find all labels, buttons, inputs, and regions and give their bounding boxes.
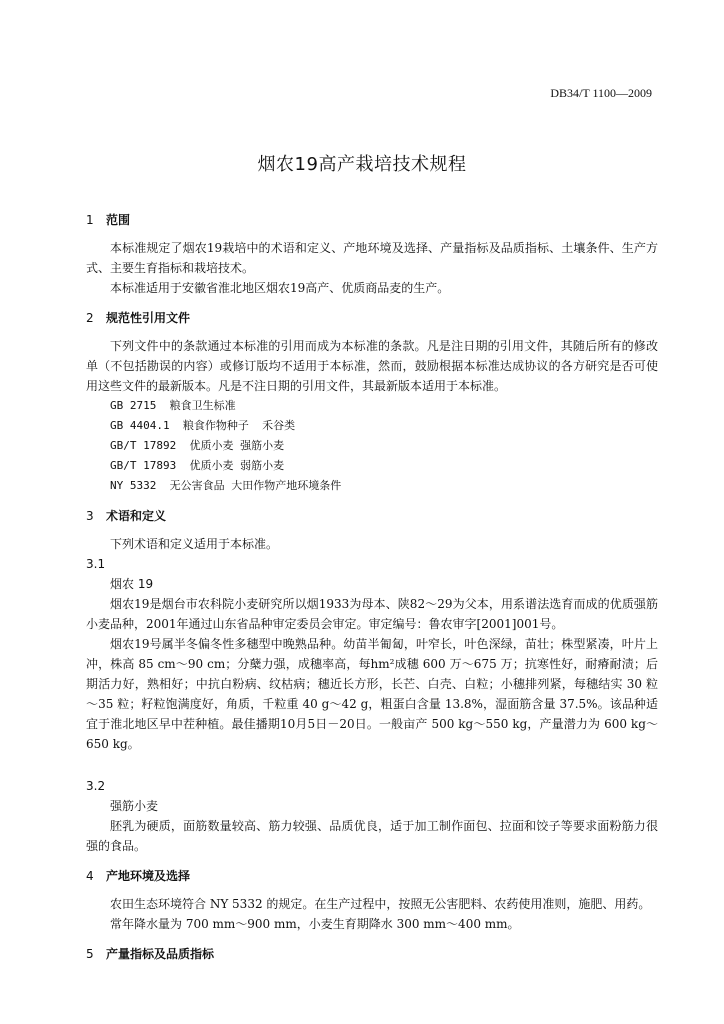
section-number: 1 xyxy=(86,213,94,227)
paragraph: 烟农19是烟台市农科院小麦研究所以烟1933为母本、陕82～29为父本，用系谱法选育而成的优质强筋小麦品种，2001年通过山东省品种审定委员会审定。审定编号：鲁农审字[2001]001号。 xyxy=(86,597,658,631)
section-title: 范围 xyxy=(106,213,131,227)
reference-item: GB 2715 粮食卫生标准 xyxy=(110,399,236,412)
section-number: 5 xyxy=(86,947,94,961)
section-heading-2 xyxy=(86,308,658,328)
reference-item: GB 4404.1 粮食作物种子 禾谷类 xyxy=(110,419,296,432)
section-number: 3 xyxy=(86,509,94,523)
term-name: 强筋小麦 xyxy=(110,799,159,813)
section-number: 2 xyxy=(86,311,94,325)
reference-item: GB/T 17893 优质小麦 弱筋小麦 xyxy=(110,459,285,472)
paragraph: 烟农19号属半冬偏冬性多穗型中晚熟品种。幼苗半匍匐，叶窄长，叶色深绿，苗壮；株型紧凑，叶片上冲，株高 85 cm～90 cm；分蘖力强，成穗率高，每hm²成穗 600 万～675 万；抗寒性好，耐瘠耐渍；后期活力好，熟相好；中抗白粉病、纹枯病；穗近长方形，长芒、白壳、白粒；小穗排列紧，每穗结实 30 粒～35 粒；籽粒饱满度好，角质，千粒重 40 g～42 g，粗蛋白含量 13.8%，湿面筋含量 37.5%。该品种适宜于淮北地区早中茬种植。最佳播期10月5日－20日。一般亩产 500 kg～550 kg，产量潜力为 600 kg～650 kg。 xyxy=(86,637,658,751)
section-title: 产量指标及品质指标 xyxy=(106,947,215,961)
section-heading-1 xyxy=(86,210,658,230)
section-heading-4 xyxy=(86,866,658,886)
section-heading-5 xyxy=(86,944,658,964)
section-title: 术语和定义 xyxy=(106,509,167,523)
paragraph: 常年降水量为 700 mm～900 mm，小麦生育期降水 300 mm～400 mm。 xyxy=(110,917,520,931)
section-title: 规范性引用文件 xyxy=(106,311,191,325)
document-body xyxy=(86,210,658,964)
paragraph: 下列文件中的条款通过本标准的引用而成为本标准的条款。凡是注日期的引用文件，其随后所有的修改单（不包括勘误的内容）或修订版均不适用于本标准，然而，鼓励根据本标准达成协议的各方研究是否可使用这些文件的最新版本。凡是不注日期的引用文件，其最新版本适用于本标准。 xyxy=(86,339,658,393)
reference-item: GB/T 17892 优质小麦 强筋小麦 xyxy=(110,439,285,452)
reference-item: NY 5332 无公害食品 大田作物产地环境条件 xyxy=(110,479,342,492)
document-code: DB34/T 1100—2009 xyxy=(550,86,652,100)
subsection-number: 3.1 xyxy=(86,557,106,571)
paragraph: 下列术语和定义适用于本标准。 xyxy=(110,537,279,551)
paragraph: 胚乳为硬质，面筋数量较高、筋力较强、品质优良，适于加工制作面包、拉面和饺子等要求面粉筋力很强的食品。 xyxy=(86,819,658,853)
paragraph: 本标准适用于安徽省淮北地区烟农19高产、优质商品麦的生产。 xyxy=(110,281,450,295)
page-title: 烟农19高产栽培技术规程 xyxy=(257,154,467,175)
paragraph: 农田生态环境符合 NY 5332 的规定。在生产过程中，按照无公害肥料、农药使用准则，施肥、用药。 xyxy=(110,897,651,911)
subsection-number: 3.2 xyxy=(86,779,106,793)
section-number: 4 xyxy=(86,869,94,883)
section-heading-3 xyxy=(86,506,658,526)
term-name: 烟农 19 xyxy=(110,577,154,591)
paragraph: 本标准规定了烟农19栽培中的术语和定义、产地环境及选择、产量指标及品质指标、土壤条件、生产方式、主要生育指标和栽培技术。 xyxy=(86,241,658,275)
section-title: 产地环境及选择 xyxy=(106,869,191,883)
